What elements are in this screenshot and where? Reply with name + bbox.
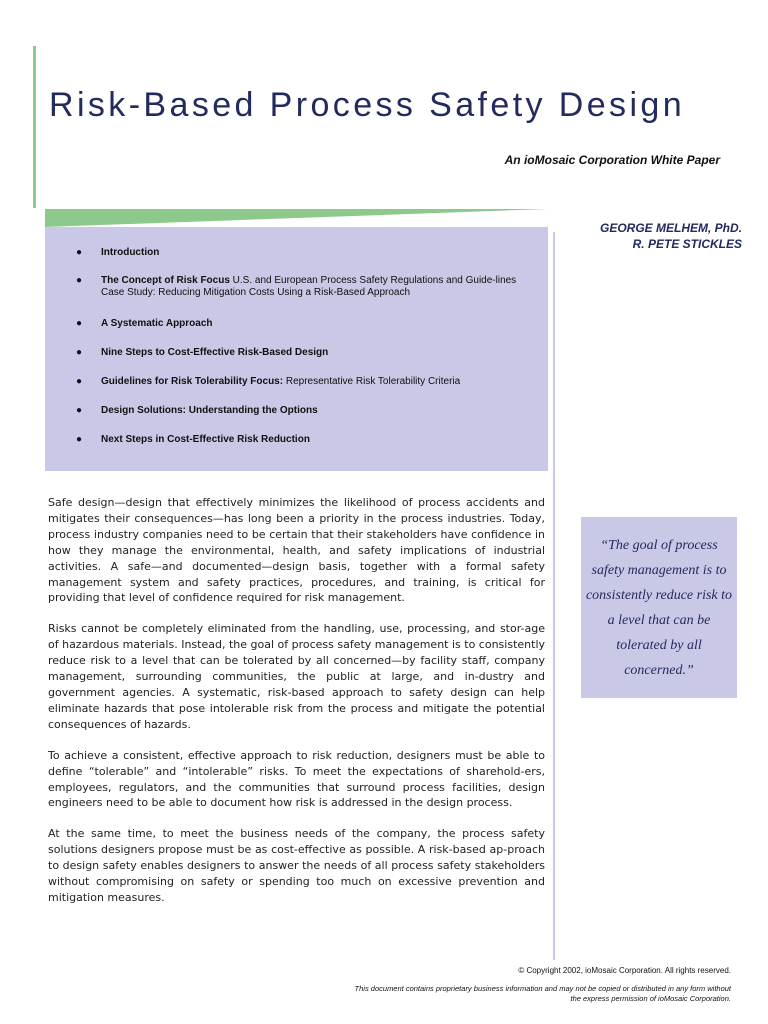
accent-bar-vertical — [33, 46, 36, 208]
bullet-icon: ● — [76, 318, 83, 329]
copyright-notice: © Copyright 2002, ioMosaic Corporation. All rights reserved. — [518, 966, 731, 975]
pull-quote-text: “The goal of process safety management is to consistently reduce risk to a level that can be tolerated by all concerned.” — [585, 537, 733, 678]
toc-item-title: Introduction — [101, 247, 160, 258]
toc-item-title: Design Solutions: Understanding the Options — [101, 405, 318, 416]
page-title: Risk-Based Process Safety Design — [49, 86, 686, 124]
paragraph: To achieve a consistent, effective approach to risk reduction, designers must be able to define “tolerable” and “intolerable” risks. To meet the expectations of sharehold-ers, employees, regulators, and the communities that surround process facilities, design engineers need to be able to document how risk is addressed in the design process. — [48, 748, 545, 810]
toc-item-detail: U.S. and European Process Safety Regulations and Guide-lines Case Study: Reducing Mitigation Costs Using a Risk-Based Approach — [101, 275, 517, 298]
bullet-icon: ● — [76, 247, 83, 258]
toc-item-detail: Representative Risk Tolerability Criteria — [283, 376, 461, 387]
bullet-icon: ● — [76, 376, 83, 387]
toc-item-title: The Concept of Risk Focus — [101, 275, 230, 286]
body-text — [48, 495, 545, 921]
toc-item-title: Nine Steps to Cost-Effective Risk-Based Design — [101, 347, 329, 358]
author-name: R. PETE STICKLES — [632, 237, 742, 251]
bullet-icon: ● — [76, 405, 83, 416]
author-block — [600, 220, 742, 252]
column-divider — [553, 232, 555, 960]
toc-item-title: Next Steps in Cost-Effective Risk Reduction — [101, 434, 310, 445]
author-name: GEORGE MELHEM, PhD. — [599, 221, 742, 235]
toc-item-title: A Systematic Approach — [101, 318, 213, 329]
paragraph: Risks cannot be completely eliminated from the handling, use, processing, and stor-age of hazardous materials. Instead, the goal of process safety management is to consistently reduce risk to a level that can be tolerated by all concerned—by facility staff, company management, surrounding communities, the public at large, and in-dustry and government agencies. A systematic, risk-based approach to safety design can help eliminate hazards that pose intolerable risk from the process and mitigate the potential consequences of hazards. — [48, 622, 546, 731]
accent-wedge — [45, 209, 548, 228]
disclaimer: This document contains proprietary business information and may not be copied or distributed in any form without the express permission of ioMosaic Corporation. — [354, 984, 731, 1003]
table-of-contents — [45, 227, 548, 471]
subtitle: An ioMosaic Corporation White Paper — [504, 153, 720, 167]
bullet-icon: ● — [76, 434, 83, 445]
toc-item-title: Guidelines for Risk Tolerability Focus: — [101, 376, 284, 387]
bullet-icon: ● — [76, 347, 83, 358]
paragraph: Safe design—design that effectively minimizes the likelihood of process accidents and mitigates their consequences—has long been a priority in the process industries. Today, process industry companies need to be certain that their stakeholders have confidence in how they manage the environmental, health, and safety implications of industrial activities. A safe—and documented—design basis, together with a formal safety management system and safety practices, procedures, and training, is critical for providing that level of confidence required for risk management. — [48, 496, 545, 605]
bullet-icon: ● — [76, 275, 83, 286]
pull-quote — [581, 517, 737, 698]
paragraph: At the same time, to meet the business needs of the company, the process safety solutions designers propose must be as cost-effective as possible. A risk-based ap-proach to design safety enables designers to answer the needs of all process safety stakeholders without compromising on safety or spending too much on excessive prevention and mitigation measures. — [48, 827, 545, 904]
